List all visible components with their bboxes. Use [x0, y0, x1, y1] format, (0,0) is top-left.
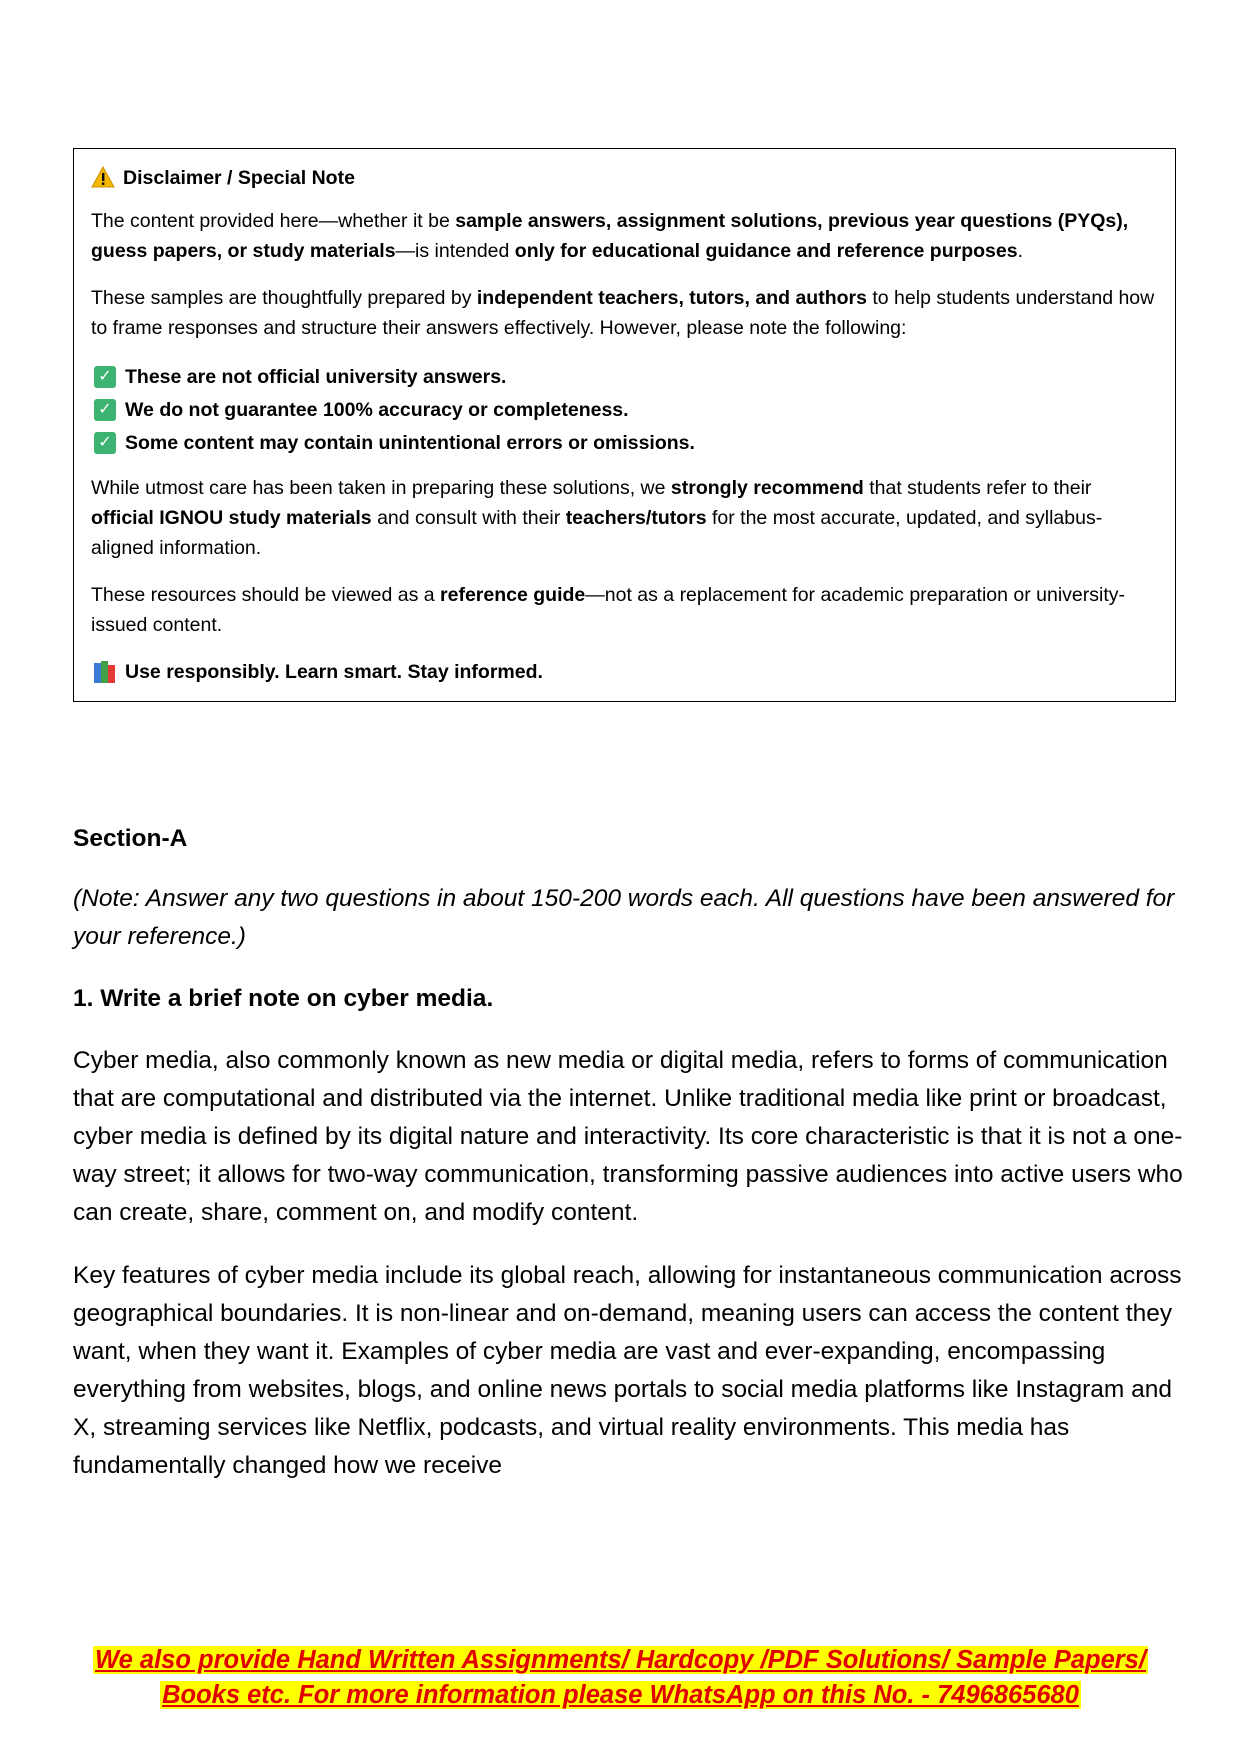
disclaimer-paragraph-4: These resources should be viewed as a reference guide—not as a replacement for academic preparation or university-issued content.	[91, 584, 1126, 636]
disclaimer-paragraph-2: These samples are thoughtfully prepared by independent teachers, tutors, and authors to help students understand how to frame responses and structure their answers effectively. However, please note the following:	[91, 287, 1155, 339]
section-title: Section-A	[73, 825, 188, 852]
question-title: 1. Write a brief note on cyber media.	[73, 985, 494, 1012]
disclaimer-paragraph-3: While utmost care has been taken in preparing these solutions, we strongly recommend that students refer to their official IGNOU study materials and consult with their teachers/tutors for the most accurate, updated, and syllabus-aligned information.	[91, 477, 1103, 559]
books-icon	[94, 661, 116, 683]
disclaimer-checklist	[91, 360, 1157, 459]
disclaimer-paragraph-1: The content provided here—whether it be sample answers, assignment solutions, previous year questions (PYQs), guess papers, or study materials—is intended only for educational guidance and reference purposes.	[91, 210, 1129, 262]
check-item: ✓ These are not official university answers.	[91, 360, 1157, 393]
disclaimer-box	[73, 148, 1176, 702]
check-item: ✓ Some content may contain unintentional errors or omissions.	[91, 426, 1157, 459]
green-check-icon: ✓	[94, 432, 116, 454]
green-check-icon: ✓	[94, 366, 116, 388]
warning-icon	[91, 166, 117, 190]
disclaimer-footer-row	[91, 657, 1157, 687]
green-check-icon: ✓	[94, 399, 116, 421]
answer-paragraph: Key features of cyber media include its global reach, allowing for instantaneous communication across geographical boundaries. It is non-linear and on-demand, meaning users can access the content they want, when they want it. Examples of cyber media are vast and ever-expanding, encompassing everything from websites, blogs, and online news portals to social media platforms like Instagram and X, streaming services like Netflix, podcasts, and virtual reality environments. This media has fundamentally changed how we receive	[73, 1262, 1182, 1479]
promo-line-2: Books etc. For more information please WhatsApp on this No. - 7496865680	[162, 1681, 1079, 1709]
main-content	[73, 820, 1183, 1510]
disclaimer-title: Disclaimer / Special Note	[123, 167, 355, 189]
answer-paragraph: Cyber media, also commonly known as new media or digital media, refers to forms of communication that are computational and distributed via the internet. Unlike traditional media like print or broadcast, cyber media is defined by its digital nature and interactivity. Its core characteristic is that it is not a one-way street; it allows for two-way communication, transforming passive audiences into active users who can create, share, comment on, and modify content.	[73, 1047, 1183, 1226]
promo-line-1: We also provide Hand Written Assignments/ Hardcopy /PDF Solutions/ Sample Papers/	[95, 1646, 1146, 1674]
promo-banner	[0, 1643, 1241, 1713]
disclaimer-title-row	[91, 163, 1157, 193]
check-item: ✓ We do not guarantee 100% accuracy or completeness.	[91, 393, 1157, 426]
disclaimer-footer: Use responsibly. Learn smart. Stay informed.	[125, 661, 543, 683]
instruction-note: (Note: Answer any two questions in about 150-200 words each. All questions have been answered for your reference.)	[73, 885, 1175, 950]
